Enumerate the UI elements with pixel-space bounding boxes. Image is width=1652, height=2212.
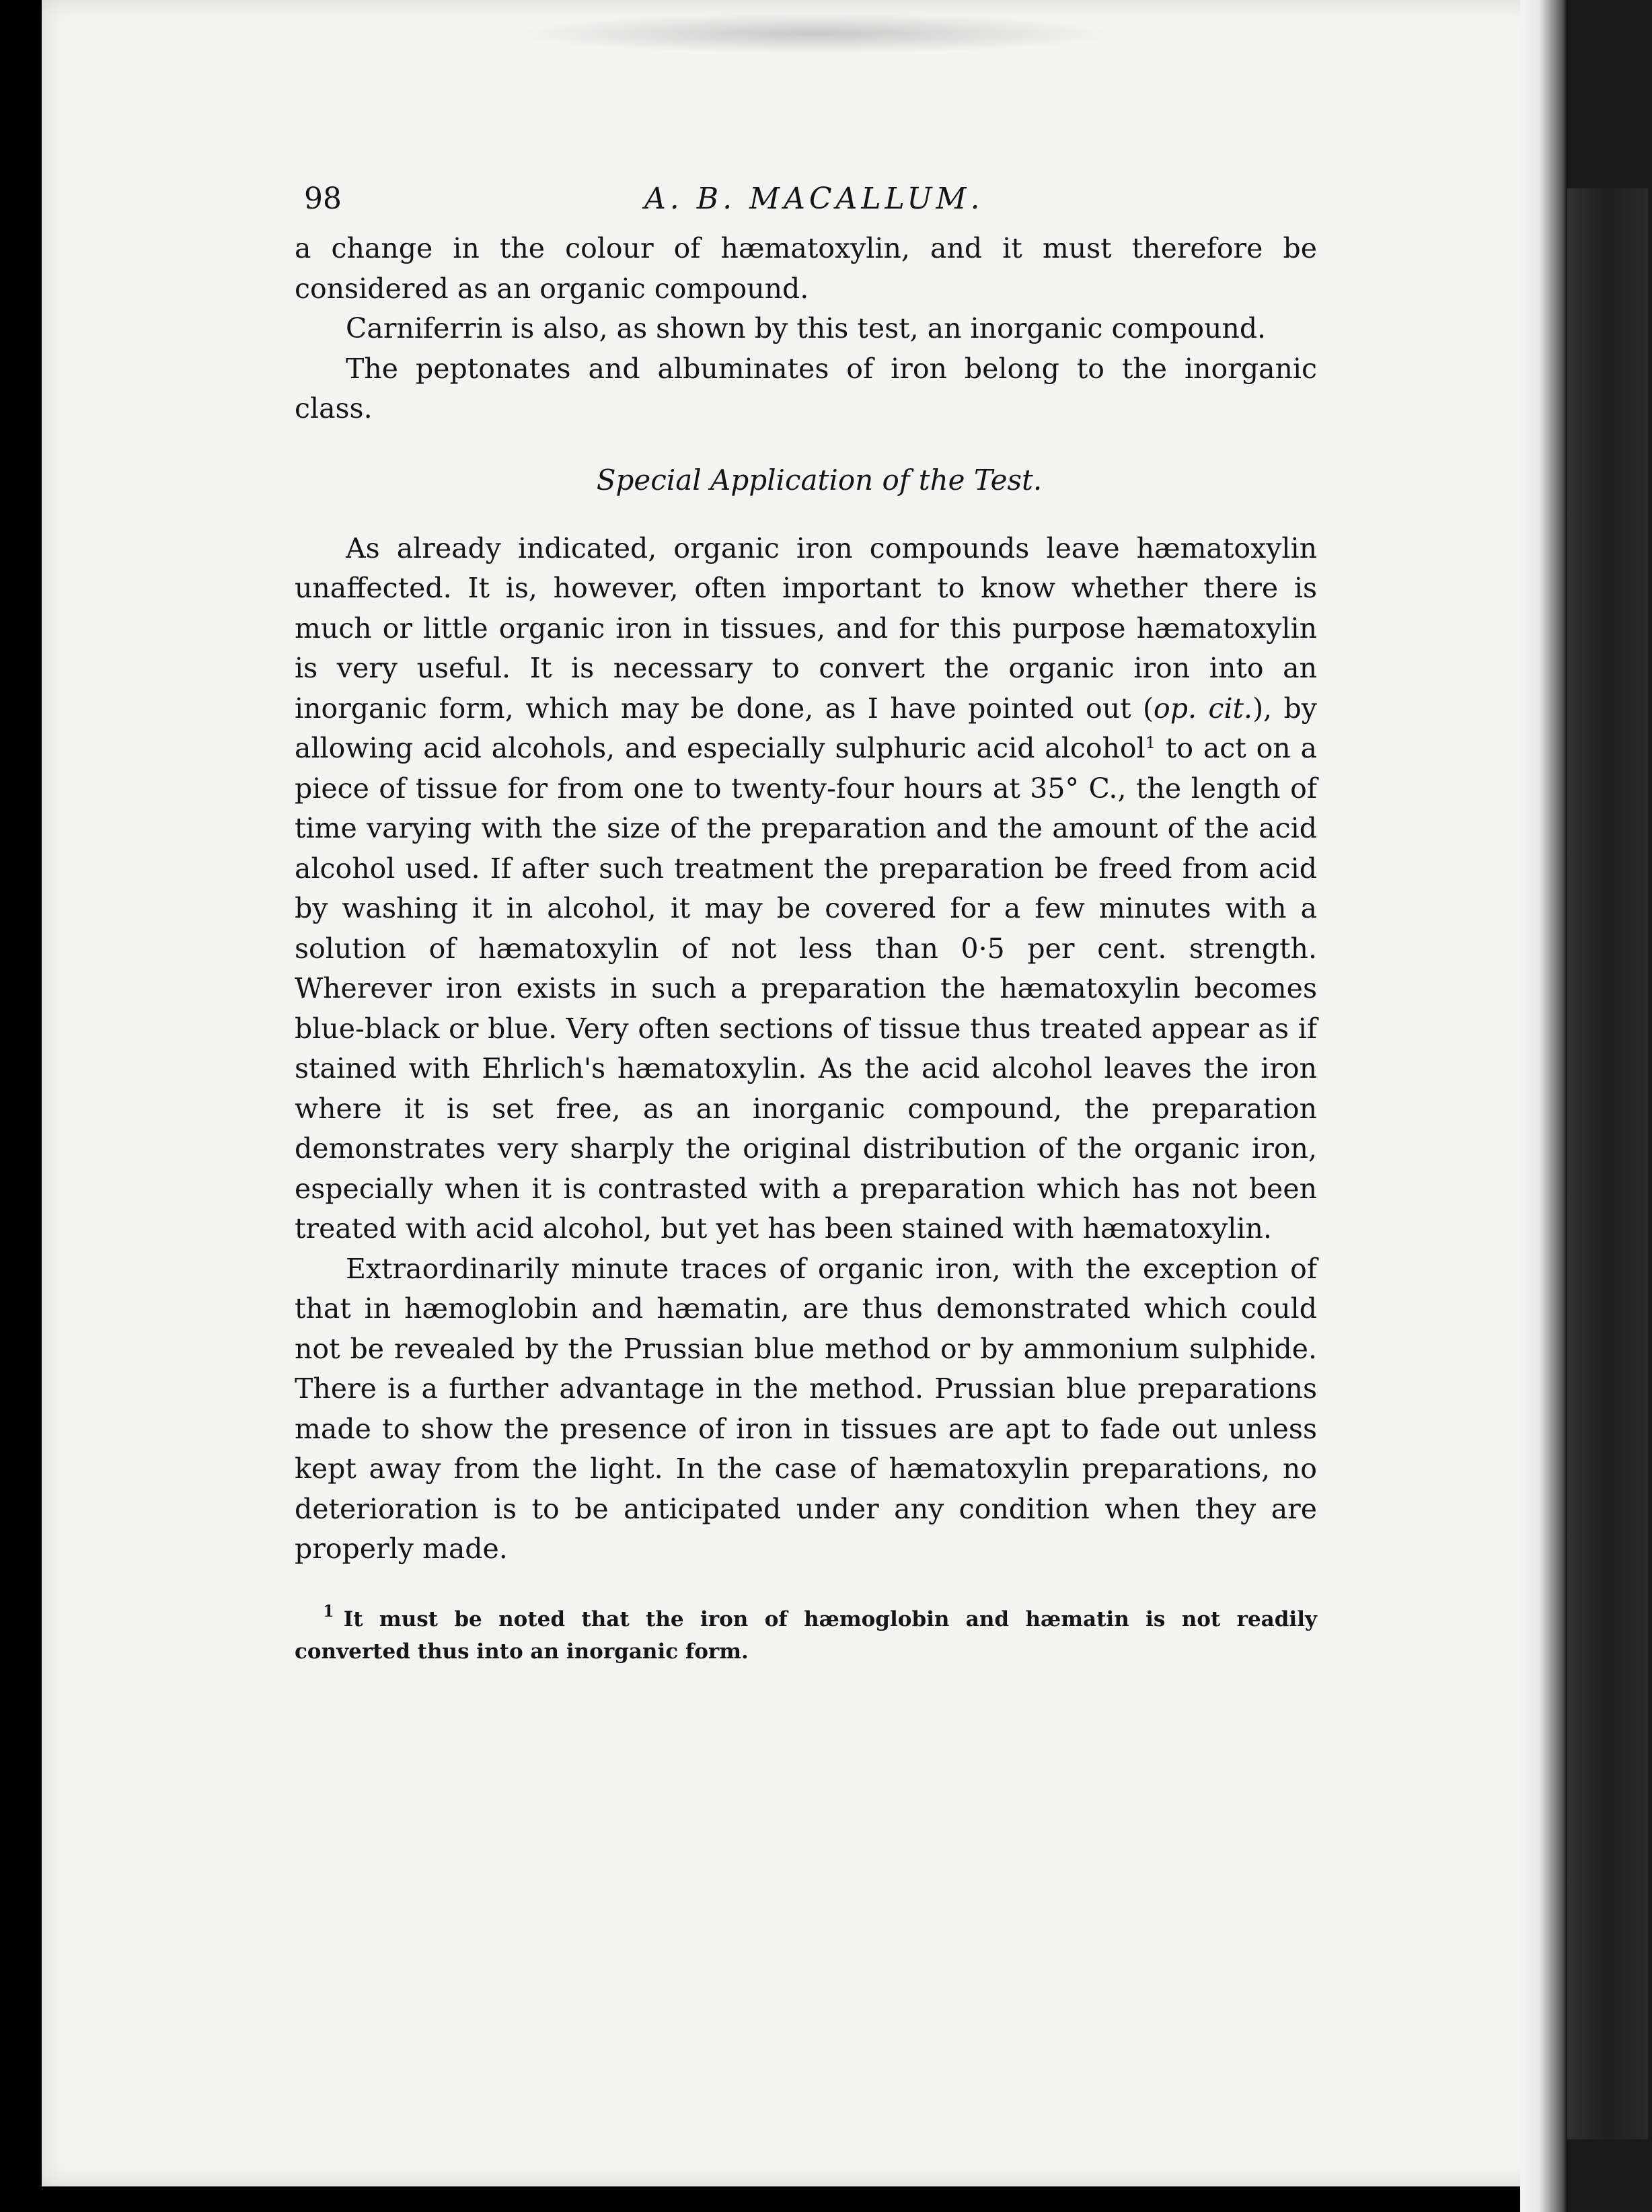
footnote-marker: 1 — [323, 1600, 334, 1621]
running-head — [295, 182, 1317, 229]
citation-op-cit: op. cit. — [1154, 692, 1253, 725]
running-title: A. B. MACALLUM. — [644, 182, 984, 216]
paragraph-peptonates: The peptonates and albuminates of iron belong to the inorganic class. — [295, 352, 1317, 425]
paragraph-application-text-3: to act on a piece of tissue for from one to twenty-four hours at 35° C., the length of time varying with the size of the preparation and the amount of the acid alcohol used. If after such treatment the preparation be freed from acid by washing it in alcohol, it may be covered for a few minutes with a solution of hæmatoxylin of not less than 0·5 per cent. strength. Wherever iron exists in such a preparation the hæmatoxylin becomes blue-black or blue. Very often sections of tissue thus treated appear as if stained with Ehrlich's hæmatoxylin. As the acid alcohol leaves the iron where it is set free, as an inorganic compound, the preparation demonstrates very sharply the original distribution of the organic iron, especially when it is contrasted with a preparation which has not been treated with acid alcohol, but yet has been stained with hæmatoxylin. — [295, 732, 1317, 1245]
paragraph-application — [295, 529, 1317, 1249]
paragraph-application-text-1: As already indicated, organic iron compounds leave hæmatoxylin unaffected. It is, however, often important to know whether there is much or little organic iron in tissues, and for this purpose hæmatoxylin is very useful. It is necessary to convert the organic iron into an inorganic form, which may be done, as I have pointed out ( — [295, 531, 1317, 725]
ink-smudge — [513, 13, 1118, 54]
footnote — [295, 1600, 1317, 1668]
footnote-reference: 1 — [1145, 733, 1156, 752]
page-number: 98 — [304, 182, 342, 216]
paragraph-minute-traces: Extraordinarily minute traces of organic iron, with the exception of that in hæmoglobin and hæmatin, are thus demonstrated which could not be revealed by the Prussian blue method or by ammonium sulphide. There is a further advantage in the method. Prussian blue preparations made to show the presence of iron in tissues are apt to fade out unless kept away from the light. In the case of hæmatoxylin preparations, no deterioration is to be anticipated under any condition when they are properly made. — [295, 1252, 1317, 1565]
paragraph-carniferrin: Carniferrin is also, as shown by this test, an inorganic compound. — [346, 312, 1267, 344]
paragraph-continuation: a change in the colour of hæmatoxylin, and it must therefore be considered as an organic compound. — [295, 232, 1317, 305]
section-heading: Special Application of the Test. — [596, 463, 1043, 496]
footnote-text: It must be noted that the iron of hæmoglobin and hæmatin is not readily converted thus into an inorganic form. — [295, 1607, 1317, 1664]
page-text — [295, 182, 1317, 1668]
page-edge-shadow — [1520, 0, 1567, 2212]
paragraph-application-text-2: ), by allowing acid alcohols, and especially sulphuric acid alcohol — [295, 692, 1317, 764]
